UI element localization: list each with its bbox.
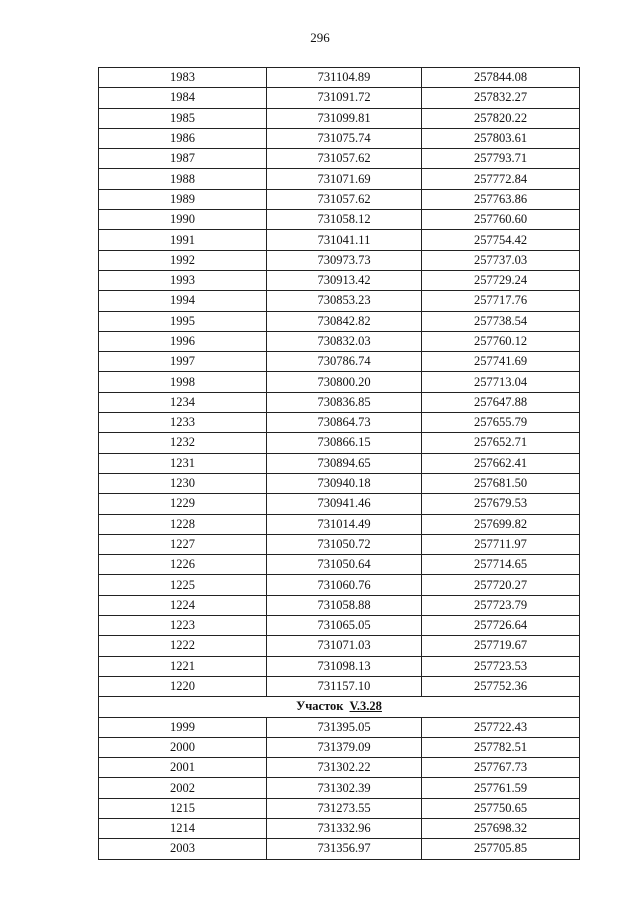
- y-coordinate-cell: 257705.85: [422, 839, 580, 859]
- point-number-cell: 1992: [99, 250, 267, 270]
- table-row: [99, 331, 580, 351]
- x-coordinate-cell: 730786.74: [267, 352, 422, 372]
- point-number-cell: 1231: [99, 453, 267, 473]
- y-coordinate-cell: 257655.79: [422, 413, 580, 433]
- y-coordinate-cell: 257719.67: [422, 636, 580, 656]
- point-number-cell: 1990: [99, 210, 267, 230]
- x-coordinate-cell: 731379.09: [267, 737, 422, 757]
- section-header: [99, 697, 580, 717]
- y-coordinate-cell: 257720.27: [422, 575, 580, 595]
- x-coordinate-cell: 730941.46: [267, 494, 422, 514]
- x-coordinate-cell: 730832.03: [267, 331, 422, 351]
- x-coordinate-cell: 731050.72: [267, 534, 422, 554]
- y-coordinate-cell: 257760.60: [422, 210, 580, 230]
- point-number-cell: 1993: [99, 270, 267, 290]
- table-row: [99, 352, 580, 372]
- table-row: [99, 169, 580, 189]
- table-row: [99, 230, 580, 250]
- table-row: [99, 676, 580, 696]
- point-number-cell: 1985: [99, 108, 267, 128]
- y-coordinate-cell: 257698.32: [422, 818, 580, 838]
- table-row: [99, 311, 580, 331]
- section-label: Участок: [296, 699, 344, 714]
- table-row: [99, 737, 580, 757]
- point-number-cell: 1226: [99, 555, 267, 575]
- x-coordinate-cell: 730894.65: [267, 453, 422, 473]
- y-coordinate-cell: 257723.53: [422, 656, 580, 676]
- y-coordinate-cell: 257681.50: [422, 473, 580, 493]
- point-number-cell: 1994: [99, 291, 267, 311]
- table-row: [99, 270, 580, 290]
- point-number-cell: 1224: [99, 595, 267, 615]
- x-coordinate-cell: 731273.55: [267, 798, 422, 818]
- y-coordinate-cell: 257679.53: [422, 494, 580, 514]
- point-number-cell: 1215: [99, 798, 267, 818]
- y-coordinate-cell: 257844.08: [422, 68, 580, 88]
- y-coordinate-cell: 257760.12: [422, 331, 580, 351]
- table-row: [99, 453, 580, 473]
- y-coordinate-cell: 257652.71: [422, 433, 580, 453]
- table-row: [99, 413, 580, 433]
- y-coordinate-cell: 257752.36: [422, 676, 580, 696]
- y-coordinate-cell: 257699.82: [422, 514, 580, 534]
- point-number-cell: 1232: [99, 433, 267, 453]
- x-coordinate-cell: 731356.97: [267, 839, 422, 859]
- table-row: [99, 128, 580, 148]
- y-coordinate-cell: 257726.64: [422, 616, 580, 636]
- y-coordinate-cell: 257737.03: [422, 250, 580, 270]
- point-number-cell: 1984: [99, 88, 267, 108]
- y-coordinate-cell: 257761.59: [422, 778, 580, 798]
- x-coordinate-cell: 731050.64: [267, 555, 422, 575]
- x-coordinate-cell: 731071.69: [267, 169, 422, 189]
- y-coordinate-cell: 257729.24: [422, 270, 580, 290]
- x-coordinate-cell: 731332.96: [267, 818, 422, 838]
- y-coordinate-cell: 257714.65: [422, 555, 580, 575]
- x-coordinate-cell: 731041.11: [267, 230, 422, 250]
- point-number-cell: 1996: [99, 331, 267, 351]
- point-number-cell: 1230: [99, 473, 267, 493]
- point-number-cell: 1999: [99, 717, 267, 737]
- section-code: V.3.28: [349, 699, 382, 714]
- table-row: [99, 616, 580, 636]
- x-coordinate-cell: 731014.49: [267, 514, 422, 534]
- table-row: [99, 717, 580, 737]
- x-coordinate-cell: 731075.74: [267, 128, 422, 148]
- section-header-row: [99, 697, 580, 717]
- point-number-cell: 1995: [99, 311, 267, 331]
- table-row: [99, 108, 580, 128]
- page-number: 296: [310, 30, 330, 45]
- y-coordinate-cell: 257711.97: [422, 534, 580, 554]
- table-row: [99, 595, 580, 615]
- x-coordinate-cell: 731065.05: [267, 616, 422, 636]
- y-coordinate-cell: 257772.84: [422, 169, 580, 189]
- point-number-cell: 1214: [99, 818, 267, 838]
- table-row: [99, 433, 580, 453]
- y-coordinate-cell: 257782.51: [422, 737, 580, 757]
- x-coordinate-cell: 730864.73: [267, 413, 422, 433]
- x-coordinate-cell: 731104.89: [267, 68, 422, 88]
- x-coordinate-cell: 731057.62: [267, 189, 422, 209]
- point-number-cell: 1234: [99, 392, 267, 412]
- point-number-cell: 1225: [99, 575, 267, 595]
- x-coordinate-cell: 730973.73: [267, 250, 422, 270]
- y-coordinate-cell: 257832.27: [422, 88, 580, 108]
- point-number-cell: 1987: [99, 149, 267, 169]
- x-coordinate-cell: 731098.13: [267, 656, 422, 676]
- x-coordinate-cell: 730866.15: [267, 433, 422, 453]
- table-row: [99, 473, 580, 493]
- x-coordinate-cell: 730800.20: [267, 372, 422, 392]
- x-coordinate-cell: 731058.88: [267, 595, 422, 615]
- table-row: [99, 636, 580, 656]
- x-coordinate-cell: 731395.05: [267, 717, 422, 737]
- table-row: [99, 372, 580, 392]
- y-coordinate-cell: 257767.73: [422, 758, 580, 778]
- y-coordinate-cell: 257820.22: [422, 108, 580, 128]
- x-coordinate-cell: 731091.72: [267, 88, 422, 108]
- x-coordinate-cell: 730853.23: [267, 291, 422, 311]
- table-row: [99, 189, 580, 209]
- table-row: [99, 88, 580, 108]
- y-coordinate-cell: 257647.88: [422, 392, 580, 412]
- x-coordinate-cell: 731060.76: [267, 575, 422, 595]
- coordinates-table: [98, 67, 580, 860]
- x-coordinate-cell: 731058.12: [267, 210, 422, 230]
- point-number-cell: 1229: [99, 494, 267, 514]
- y-coordinate-cell: 257754.42: [422, 230, 580, 250]
- point-number-cell: 1223: [99, 616, 267, 636]
- point-number-cell: 1228: [99, 514, 267, 534]
- y-coordinate-cell: 257713.04: [422, 372, 580, 392]
- coordinates-block-b: [99, 717, 580, 859]
- table-row: [99, 514, 580, 534]
- point-number-cell: 2000: [99, 737, 267, 757]
- table-row: [99, 291, 580, 311]
- x-coordinate-cell: 731071.03: [267, 636, 422, 656]
- y-coordinate-cell: 257722.43: [422, 717, 580, 737]
- x-coordinate-cell: 731157.10: [267, 676, 422, 696]
- table-row: [99, 534, 580, 554]
- table-row: [99, 818, 580, 838]
- point-number-cell: 1988: [99, 169, 267, 189]
- y-coordinate-cell: 257741.69: [422, 352, 580, 372]
- point-number-cell: 1998: [99, 372, 267, 392]
- x-coordinate-cell: 730836.85: [267, 392, 422, 412]
- section-header-block: [99, 697, 580, 717]
- point-number-cell: 1983: [99, 68, 267, 88]
- point-number-cell: 1227: [99, 534, 267, 554]
- point-number-cell: 1220: [99, 676, 267, 696]
- table-row: [99, 250, 580, 270]
- point-number-cell: 1991: [99, 230, 267, 250]
- table-row: [99, 839, 580, 859]
- table-row: [99, 149, 580, 169]
- y-coordinate-cell: 257763.86: [422, 189, 580, 209]
- table-row: [99, 494, 580, 514]
- coordinates-block-a: [99, 68, 580, 697]
- point-number-cell: 2003: [99, 839, 267, 859]
- y-coordinate-cell: 257662.41: [422, 453, 580, 473]
- point-number-cell: 1997: [99, 352, 267, 372]
- point-number-cell: 1233: [99, 413, 267, 433]
- y-coordinate-cell: 257803.61: [422, 128, 580, 148]
- x-coordinate-cell: 730940.18: [267, 473, 422, 493]
- table-row: [99, 656, 580, 676]
- x-coordinate-cell: 731057.62: [267, 149, 422, 169]
- table-row: [99, 758, 580, 778]
- point-number-cell: 2001: [99, 758, 267, 778]
- y-coordinate-cell: 257750.65: [422, 798, 580, 818]
- point-number-cell: 1986: [99, 128, 267, 148]
- x-coordinate-cell: 730842.82: [267, 311, 422, 331]
- point-number-cell: 1222: [99, 636, 267, 656]
- point-number-cell: 1989: [99, 189, 267, 209]
- table-row: [99, 210, 580, 230]
- table-row: [99, 68, 580, 88]
- x-coordinate-cell: 731302.22: [267, 758, 422, 778]
- table-row: [99, 575, 580, 595]
- table-row: [99, 798, 580, 818]
- point-number-cell: 1221: [99, 656, 267, 676]
- table-row: [99, 555, 580, 575]
- x-coordinate-cell: 731099.81: [267, 108, 422, 128]
- x-coordinate-cell: 731302.39: [267, 778, 422, 798]
- table-row: [99, 778, 580, 798]
- x-coordinate-cell: 730913.42: [267, 270, 422, 290]
- y-coordinate-cell: 257717.76: [422, 291, 580, 311]
- point-number-cell: 2002: [99, 778, 267, 798]
- y-coordinate-cell: 257738.54: [422, 311, 580, 331]
- table-row: [99, 392, 580, 412]
- y-coordinate-cell: 257793.71: [422, 149, 580, 169]
- y-coordinate-cell: 257723.79: [422, 595, 580, 615]
